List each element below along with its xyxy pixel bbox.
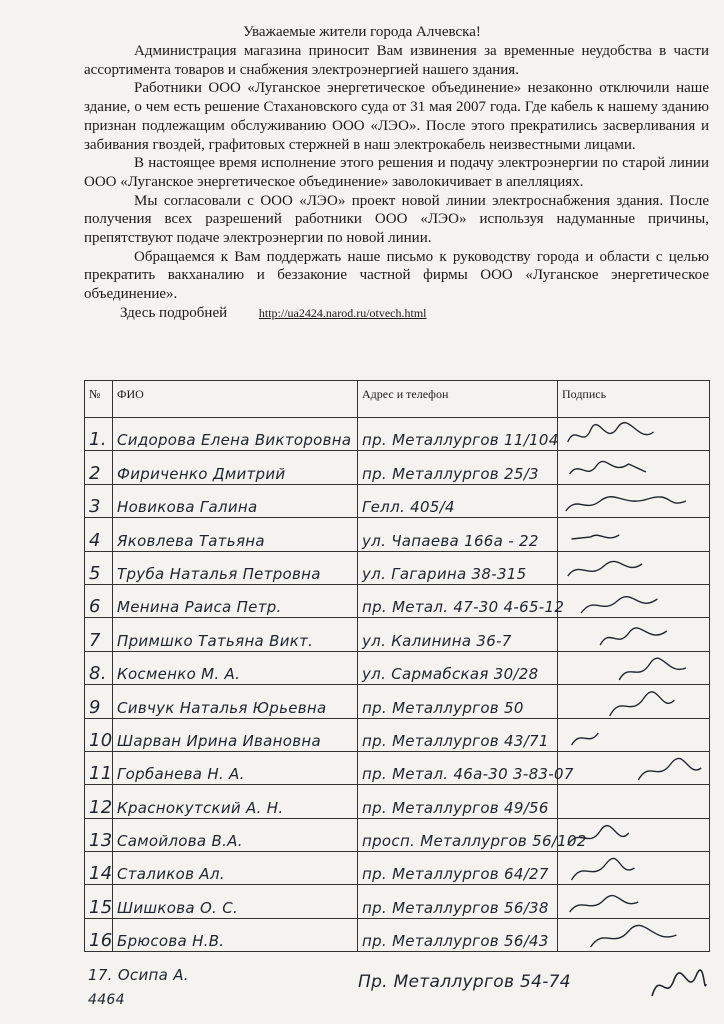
handwritten-signature xyxy=(562,921,705,951)
handwritten-signature xyxy=(562,521,705,551)
signature-rows xyxy=(85,418,710,952)
row-address xyxy=(358,885,558,918)
paragraph-2: Работники ООО «Луганское энергетическое объединение» незаконно отключили наше здание, о чем есть решение Стахановского суда от 31 мая 2007 года. Где кабель к нашему зданию признан подлежащим обслуживанию ООО «ЛЭО». После этого прекратились засверливания и забивания гвоздей, графитовых стержней в наш электрокабель неизвестными лицами. xyxy=(84,80,709,153)
row-name-text: Шарван Ирина Ивановна xyxy=(117,731,321,750)
row-name xyxy=(113,685,358,718)
row-name xyxy=(113,885,358,918)
extra-entry-name: 17. Осипа А. xyxy=(88,966,189,984)
row-num xyxy=(85,451,113,484)
row-num xyxy=(85,518,113,551)
row-address xyxy=(358,818,587,851)
handwritten-signature xyxy=(648,966,708,1006)
row-signature xyxy=(558,584,710,617)
row-address-text: просп. Металлургов 56/102 xyxy=(362,832,587,851)
paragraph-4: Мы согласовали с ООО «ЛЭО» проект новой линии электроснабжения здания. После получения всех разрешений работники ООО «ЛЭО» используя надуманные причины, препятствуют подаче электроэнергии по новой линии. xyxy=(84,192,709,247)
row-address-text: пр. Металлургов 56/38 xyxy=(362,898,549,917)
row-name-text: Менина Раиса Петр. xyxy=(117,598,282,617)
handwritten-signature xyxy=(562,854,705,884)
row-address-text: ул. Калинина 36-7 xyxy=(362,631,512,650)
row-name xyxy=(113,852,358,885)
row-address-text: пр. Металлургов 50 xyxy=(362,698,524,717)
row-address-text: пр. Металлургов 11/104 xyxy=(362,431,559,450)
paragraph-5: Обращаемся к Вам поддержать наше письмо к руководству города и области с целью прекратить вакханалию и беззаконие частной фирмы ООО «Луганское энергетическое объединение». xyxy=(84,248,709,303)
table-row xyxy=(85,584,710,617)
row-name-text: Самойлова В.А. xyxy=(117,832,243,851)
row-signature xyxy=(558,651,710,684)
row-num xyxy=(85,484,113,517)
row-address xyxy=(358,451,558,484)
row-address xyxy=(358,718,558,751)
details-label: Здесь подробней xyxy=(120,304,228,321)
row-num xyxy=(85,584,113,617)
table-row xyxy=(85,484,710,517)
details-link[interactable]: http://ua2424.narod.ru/otvech.html xyxy=(258,305,427,320)
row-signature xyxy=(558,785,710,818)
row-address xyxy=(358,751,574,784)
row-num-text: 3 xyxy=(89,496,101,518)
letter-body xyxy=(84,42,709,323)
row-name-text: Фириченко Дмитрий xyxy=(117,464,286,483)
row-name-text: Косменко М. А. xyxy=(117,665,241,684)
row-name-text: Горбанева Н. А. xyxy=(117,765,245,784)
row-signature xyxy=(558,551,710,584)
row-num-text: 13 xyxy=(89,830,113,852)
row-signature xyxy=(558,718,710,751)
row-num-text: 6 xyxy=(89,596,101,618)
table-row xyxy=(85,551,710,584)
row-name-text: Примшко Татьяна Викт. xyxy=(117,631,314,650)
row-name xyxy=(113,618,358,651)
row-num-text: 12 xyxy=(89,796,113,818)
row-num-text: 1. xyxy=(89,429,107,451)
handwritten-signature xyxy=(562,587,705,617)
letter-title: Уважаемые жители города Алчевска! xyxy=(243,24,481,40)
handwritten-signature xyxy=(562,420,705,450)
row-num-text: 11 xyxy=(89,763,113,785)
row-name-text: Яковлева Татьяна xyxy=(117,531,265,550)
row-address xyxy=(358,685,558,718)
details-line xyxy=(84,304,709,323)
row-name xyxy=(113,918,358,951)
handwritten-signature xyxy=(562,621,705,651)
header-address: Адрес и телефон xyxy=(358,381,558,418)
table-row xyxy=(85,751,710,784)
row-num xyxy=(85,551,113,584)
handwritten-signature xyxy=(562,688,705,718)
row-signature xyxy=(558,751,710,784)
row-name-text: Труба Наталья Петровна xyxy=(117,564,321,583)
table-row xyxy=(85,451,710,484)
header-num: № xyxy=(85,381,113,418)
row-name xyxy=(113,584,358,617)
row-address xyxy=(358,852,558,885)
row-num xyxy=(85,685,113,718)
row-name-text: Новикова Галина xyxy=(117,498,258,517)
row-signature xyxy=(558,918,710,951)
row-name xyxy=(113,484,358,517)
header-name: ФИО xyxy=(113,381,358,418)
table-header-row xyxy=(85,381,710,418)
extra-entry-phone: 4464 xyxy=(88,992,125,1008)
row-num-text: 15 xyxy=(89,896,113,918)
row-address xyxy=(358,551,558,584)
row-address-text: пр. Метал. 47-30 4-65-12 xyxy=(362,598,565,617)
row-num-text: 14 xyxy=(89,863,113,885)
row-num xyxy=(85,785,113,818)
row-address xyxy=(358,918,558,951)
table-row xyxy=(85,885,710,918)
handwritten-signature xyxy=(562,888,705,918)
table-row xyxy=(85,618,710,651)
row-address-text: пр. Металлургов 43/71 xyxy=(362,731,549,750)
row-name xyxy=(113,651,358,684)
extra-entry xyxy=(88,966,708,1022)
row-num-text: 8. xyxy=(89,663,107,685)
row-signature xyxy=(558,484,710,517)
row-name xyxy=(113,785,358,818)
row-address-text: пр. Металлургов 49/56 xyxy=(362,798,549,817)
row-signature xyxy=(558,518,710,551)
handwritten-signature xyxy=(562,487,705,517)
row-address xyxy=(358,518,558,551)
row-signature xyxy=(558,618,710,651)
row-num-text: 5 xyxy=(89,562,101,584)
row-name xyxy=(113,751,358,784)
row-num xyxy=(85,618,113,651)
row-address-text: ул. Чапаева 166а - 22 xyxy=(362,531,539,550)
row-address-text: пр. Металлургов 64/27 xyxy=(362,865,549,884)
row-address-text: ул. Сармабская 30/28 xyxy=(362,665,539,684)
handwritten-signature xyxy=(562,454,705,484)
paragraph-1: Администрация магазина приносит Вам извинения за временные неудобства в части ассортимента товаров и снабжения электроэнергией нашего здания. xyxy=(84,43,709,78)
row-name-text: Шишкова О. С. xyxy=(117,898,239,917)
handwritten-signature xyxy=(562,554,705,584)
table-row xyxy=(85,852,710,885)
row-name xyxy=(113,518,358,551)
row-name-text: Краснокутский А. Н. xyxy=(117,798,284,817)
row-address xyxy=(358,584,565,617)
row-num-text: 7 xyxy=(89,629,101,651)
row-num xyxy=(85,818,113,851)
row-address xyxy=(358,651,558,684)
handwritten-signature xyxy=(562,754,705,784)
header-signature: Подпись xyxy=(558,381,710,418)
extra-entry-address: Пр. Металлургов 54-74 xyxy=(358,972,571,992)
table-row xyxy=(85,418,710,451)
signature-table xyxy=(84,380,710,952)
row-name xyxy=(113,551,358,584)
handwritten-signature xyxy=(562,721,705,751)
row-signature xyxy=(558,418,710,451)
row-address-text: ул. Гагарина 38-315 xyxy=(362,564,527,583)
row-num xyxy=(85,751,113,784)
row-signature xyxy=(558,885,710,918)
row-num xyxy=(85,418,113,451)
row-num-text: 16 xyxy=(89,930,113,952)
row-name-text: Сталиков Ал. xyxy=(117,865,225,884)
row-address-text: Гелл. 405/4 xyxy=(362,498,455,517)
row-signature xyxy=(558,685,710,718)
row-signature xyxy=(558,852,710,885)
handwritten-signature xyxy=(562,654,705,684)
row-num-text: 9 xyxy=(89,696,101,718)
row-num xyxy=(85,718,113,751)
row-name xyxy=(113,451,358,484)
row-num xyxy=(85,651,113,684)
row-name xyxy=(113,818,358,851)
row-address xyxy=(358,785,558,818)
row-name-text: Брюсова Н.В. xyxy=(117,932,225,951)
row-name xyxy=(113,418,358,451)
row-address-text: пр. Металлургов 25/3 xyxy=(362,464,539,483)
row-num-text: 4 xyxy=(89,529,101,551)
row-num xyxy=(85,852,113,885)
row-name xyxy=(113,718,358,751)
row-num-text: 2 xyxy=(89,462,101,484)
table-row xyxy=(85,918,710,951)
row-address-text: пр. Метал. 46а-30 3-83-07 xyxy=(362,765,574,784)
row-num xyxy=(85,918,113,951)
paragraph-3: В настоящее время исполнение этого решения и подачу электроэнергии по старой линии ООО «Луганское энергетическое объединение» заволокичивает в апелляциях. xyxy=(84,155,709,190)
row-address xyxy=(358,418,558,451)
row-name-text: Сивчук Наталья Юрьевна xyxy=(117,698,327,717)
row-address-text: пр. Металлургов 56/43 xyxy=(362,932,549,951)
row-num-text: 10 xyxy=(89,729,113,751)
table-row xyxy=(85,685,710,718)
row-signature xyxy=(558,451,710,484)
row-address xyxy=(358,618,558,651)
table-row xyxy=(85,785,710,818)
row-num xyxy=(85,885,113,918)
table-row xyxy=(85,651,710,684)
row-name-text: Сидорова Елена Викторовна xyxy=(117,431,352,450)
table-row xyxy=(85,518,710,551)
table-row xyxy=(85,718,710,751)
row-address xyxy=(358,484,558,517)
table-row xyxy=(85,818,710,851)
